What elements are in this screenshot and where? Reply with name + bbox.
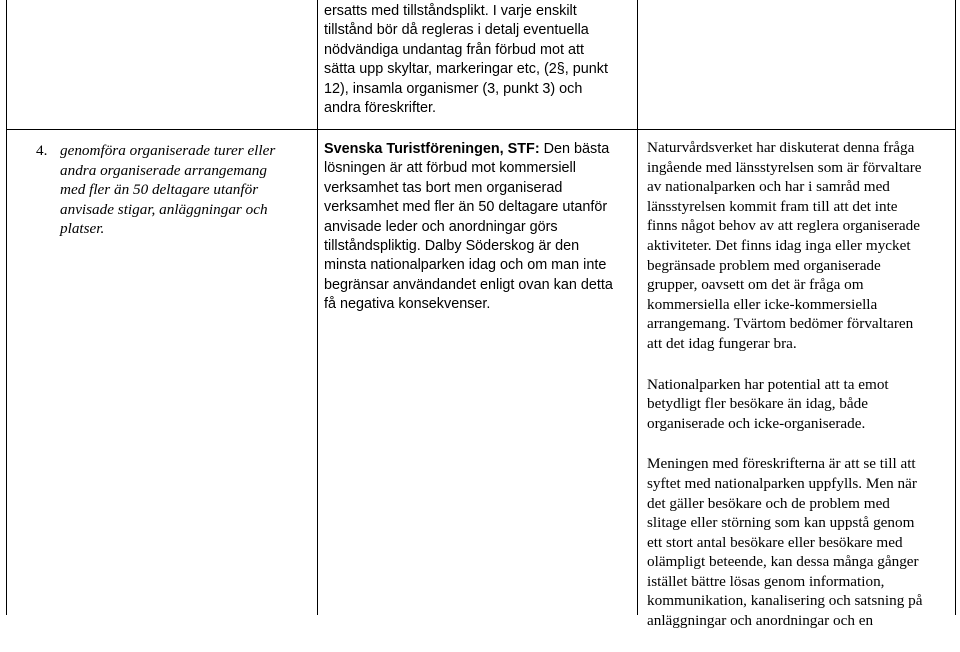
text-fragment: Den bästa <box>539 141 610 157</box>
response-paragraph <box>647 138 952 354</box>
text-line: Nationalparken har potential att ta emot <box>647 375 889 393</box>
table-row-divider <box>6 129 956 130</box>
text-line: med fler än 50 deltagare utanför <box>60 181 259 199</box>
text-line: anvisade leder och anordningar görs <box>324 218 558 235</box>
table-border-col2 <box>637 0 638 615</box>
text-line: syftet med nationalparken uppfylls. Men när <box>647 474 917 492</box>
text-line: verksamhet tas bort men organiserad <box>324 179 563 196</box>
table-border-right <box>955 0 956 615</box>
item-number: 4. <box>36 142 48 159</box>
text-line: tillståndspliktig. Dalby Söderskog är den <box>324 238 580 255</box>
text-line: organiserade och icke-organiserade. <box>647 414 866 432</box>
text-line: aktiviteter. Det finns idag inga eller mycket <box>647 236 911 254</box>
text-line: istället bättre lösas genom information, <box>647 572 885 590</box>
authority-response <box>647 138 952 652</box>
text-line: grupper, oavsett om det är fråga om <box>647 276 864 294</box>
response-paragraph <box>647 454 952 630</box>
text-line: ett stort antal besökare eller besökare med <box>647 533 903 551</box>
text-line: länsstyrelsen kommit fram till att det inte <box>647 197 898 215</box>
text-line: det gäller besökare och de problem med <box>647 494 890 512</box>
stakeholder-comment <box>324 140 634 315</box>
table-border-col1 <box>317 0 318 615</box>
text-line: kommunikation, kanalisering och satsning på <box>647 592 923 610</box>
text-line: andra föreskrifter. <box>324 100 436 117</box>
text-line: sätta upp skyltar, markeringar etc, (2§, punkt <box>324 61 608 78</box>
text-line: Naturvårdsverket har diskuterat denna fråga <box>647 139 915 156</box>
text-line: kommersiella eller icke-kommersiella <box>647 295 878 313</box>
text-line: platser. <box>60 220 105 238</box>
text-line: anvisade stigar, anläggningar och <box>60 200 268 218</box>
text-line: lösningen är att förbud mot kommersiell <box>324 160 576 177</box>
organization-name: Svenska Turistföreningen, STF: <box>324 141 540 157</box>
text-line: begränsade problem med organiserade <box>647 256 881 274</box>
text-line: ersatts med tillståndsplikt. I varje enskilt <box>324 3 577 19</box>
text-line: andra organiserade arrangemang <box>60 161 267 179</box>
text-line: genomföra organiserade turer eller <box>60 142 276 159</box>
text-line: begränsar användandet enligt ovan kan detta <box>324 276 613 293</box>
text-line: nödvändiga undantag från förbud mot att <box>324 41 585 58</box>
regulation-text <box>60 141 315 239</box>
comment-first-line <box>324 140 634 159</box>
text-line: Meningen med föreskrifterna är att se till att <box>647 455 916 473</box>
text-line: av nationalparken och har i samråd med <box>647 178 890 196</box>
text-line: olämpligt beteende, kan dessa många gånger <box>647 553 919 571</box>
text-line: betydligt fler besökare än idag, både <box>647 395 868 413</box>
text-line: finns något behov av att reglera organiserade <box>647 217 920 235</box>
text-line: verksamhet med fler än 50 deltagare utanför <box>324 199 608 216</box>
text-line: få negativa konsekvenser. <box>324 296 491 313</box>
response-paragraph <box>647 375 952 434</box>
text-line: tillstånd bör då regleras i detalj eventuella <box>324 22 589 39</box>
table-border-left <box>6 0 7 615</box>
text-line: att det idag fungerar bra. <box>647 334 797 352</box>
text-line: minsta nationalparken idag och om man inte <box>324 257 607 274</box>
text-line: anläggningar och anordningar och en <box>647 612 874 630</box>
text-line: ingående med länsstyrelsen som är förvaltare <box>647 158 922 176</box>
text-line: 12), insamla organismer (3, punkt 3) och <box>324 80 583 97</box>
top-row-col2-text <box>324 2 634 118</box>
text-line: slitage eller störning som kan uppstå genom <box>647 514 915 532</box>
text-line: arrangemang. Tvärtom bedömer förvaltaren <box>647 315 914 333</box>
